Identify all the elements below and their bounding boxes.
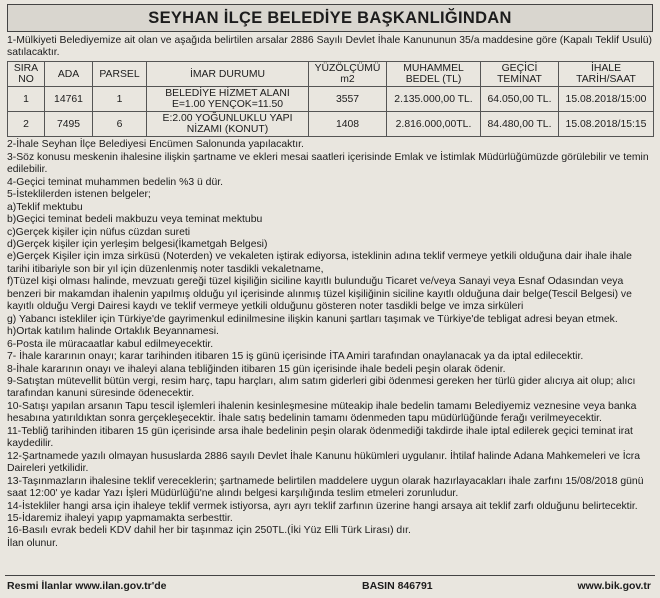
cell-parsel: 1 <box>93 87 147 112</box>
list-item: 9-Satıştan mütevellit bütün vergi, resim harç, tapu harçları, alım satım giderleri gibi ödenmesi gereken her türlü gider alıcıya ait olup; alıcı tarafından kanuni süresinde ödenecektir. <box>7 376 636 400</box>
page-title: SEYHAN İLÇE BELEDİYE BAŞKANLIĞINDAN <box>148 9 512 27</box>
list-item: 14-İstekliler hangi arsa için ihaleye teklif vermek istiyorsa, ayrı ayrı teklif zarfının üzerine hangi arsaya ait teklif zarfı olduğunu belirtecektir. <box>7 500 638 512</box>
cell-imar-durumu: E:2.00 YOĞUNLUKLU YAPI NİZAMI (KONUT) <box>147 112 309 137</box>
conditions-list <box>7 139 653 550</box>
cell-yuzolcumu: 3557 <box>309 87 387 112</box>
cell-ada: 7495 <box>45 112 93 137</box>
cell-imar-durumu: BELEDİYE HİZMET ALANI E=1.00 YENÇOK=11.50 <box>147 87 309 112</box>
cell-yuzolcumu: 1408 <box>309 112 387 137</box>
title-banner <box>7 4 653 32</box>
cell-ihale-tarih-saat: 15.08.2018/15:15 <box>559 112 654 137</box>
list-item: 4-Geçici teminat muhammen bedelin %3 ü dür. <box>7 176 224 188</box>
header-gecici-teminat: GEÇİCİ TEMİNAT <box>481 62 559 87</box>
header-yuzolcumu: YÜZÖLÇÜMÜ m2 <box>309 62 387 87</box>
intro-text: 1-Mülkiyeti Belediyemize ait olan ve aşağıda belirtilen arsalar 2886 Sayılı Devlet İhale Kanununun 35/a maddesine göre (Kapalı Teklif Usulü) satılacaktır. <box>7 35 652 59</box>
table-row <box>8 87 654 112</box>
header-sira-no: SIRA NO <box>8 62 45 87</box>
cell-gecici-teminat: 84.480,00 TL. <box>481 112 559 137</box>
list-item: 10-Satışı yapılan arsanın Tapu tescil işlemleri ihalenin kesinleşmesine müteakip ihale bedelin tamamı Belediyemiz veznesine veya banka hesabına yatırıldıktan sonra gerçekleşecektir. İhale satış bedelinin tamamı ödenmeden tapu müdürlüğünde ferağı verilmeyecektir. <box>7 400 637 425</box>
list-item: f)Tüzel kişi olması halinde, mevzuatı gereği tüzel kişiliğin siciline kayıtlı bulunduğu Ticaret ve/veya Sanayi veya Esnaf Odasından veya benzeri bir makamdan ihalenin yapılmış olduğu yıl içerisinde alınmış tüzel kişiliğinin siciline kayıtlı olduğuna dair belge(Tescil Belgesi) ve kayıtlı olduğu Vergi Dairesi kaydı ve teklif vermeye yetkili olduğunu gösteren noter tasdikli belge ve imza sirküleri <box>7 276 632 313</box>
list-item: d)Gerçek kişiler için yerleşim belgesi(İkametgah Belgesi) <box>7 239 268 251</box>
table-row <box>8 112 654 137</box>
table-header-row <box>8 62 654 87</box>
cell-sira-no: 2 <box>8 112 45 137</box>
list-item: h)Ortak katılım halinde Ortaklık Beyannamesi. <box>7 326 219 338</box>
list-item: 7- İhale kararının onayı; karar tarihinden itibaren 15 iş günü içerisinde İTA Amiri tarafından onaylanacak ya da iptal edilecektir. <box>7 351 584 363</box>
header-ada: ADA <box>45 62 93 87</box>
list-item: 12-Şartnamede yazılı olmayan hususlarda 2886 sayılı Devlet İhale Kanunu hükümleri uygulanır. İhtilaf halinde Adana Mahkemeleri ve İcra Daireleri yetkilidir. <box>7 450 641 475</box>
cell-ihale-tarih-saat: 15.08.2018/15:00 <box>559 87 654 112</box>
list-item: e)Gerçek Kişiler için imza sirküsü (Noterden) ve vekaleten iştirak ediyorsa, isteklinin adına teklif vermeye yetkili olduğuna dair ihale ihale tarihi itibariyle son bir yıl için düzenlenmiş noter tasdikli vekaletname, <box>7 251 632 275</box>
list-item: 5-İsteklilerden istenen belgeler; <box>7 189 151 201</box>
footer-ilan-link[interactable]: Resmi İlanlar www.ilan.gov.tr'de <box>7 580 167 592</box>
cell-gecici-teminat: 64.050,00 TL. <box>481 87 559 112</box>
footer-basin-code: BASIN 846791 <box>362 580 433 592</box>
header-ihale-tarih-saat: İHALE TARİH/SAAT <box>559 62 654 87</box>
lots-table <box>7 61 654 137</box>
cell-muhammel-bedel: 2.135.000,00 TL. <box>387 87 481 112</box>
list-item: c)Gerçek kişiler için nüfus cüzdan sureti <box>7 226 191 238</box>
list-item: g) Yabancı istekliler için Türkiye'de gayrimenkul edinilmesine ilişkin kanuni şartları taşımak ve Türkiye'de tebligat adresi beyan etmek. <box>7 313 618 325</box>
list-item: 13-Taşınmazların ihalesine teklif vereceklerin; şartnamede belirtilen maddelere uygun olarak hazırlayacakları ihale zarfını 15/08/2018 günü saat 12:00' ye kadar Yazı İşleri Müdürlüğü'ne alındı belgesi karşılığında teslim etmeleri zorunludur. <box>7 475 644 500</box>
list-item: 3-Söz konusu meskenin ihalesine ilişkin şartname ve ekleri mesai saatleri içerisinde Emlak ve İstimlak Müdürlüğümüzde görülebilir ve temin edilebilir. <box>7 151 649 176</box>
list-item: a)Teklif mektubu <box>7 201 83 213</box>
header-imar-durumu: İMAR DURUMU <box>147 62 309 87</box>
list-item: 8-İhale kararının onayı ve ihaleyi alana tebliğinden itibaren 15 gün içerisinde ihale bedeli peşin olarak ödenir. <box>7 363 506 375</box>
list-item: İlan olunur. <box>7 537 58 549</box>
list-item: 16-Basılı evrak bedeli KDV dahil her bir taşınmaz için 250TL.(İki Yüz Elli Türk Lirası) dır. <box>7 525 411 537</box>
header-muhammel-bedel: MUHAMMEL BEDEL (TL) <box>387 62 481 87</box>
list-item: 15-İdaremiz ihaleyi yapıp yapmamakta serbesttir. <box>7 513 233 524</box>
list-item: 2-İhale Seyhan İlçe Belediyesi Encümen Salonunda yapılacaktır. <box>7 139 304 151</box>
list-item: 6-Posta ile müracaatlar kabul edilmeyecektir. <box>7 338 214 350</box>
footer-bar <box>5 575 655 596</box>
list-item: b)Geçici teminat bedeli makbuzu veya teminat mektubu <box>7 214 263 226</box>
cell-ada: 14761 <box>45 87 93 112</box>
cell-sira-no: 1 <box>8 87 45 112</box>
list-item: 11-Tebliğ tarihinden itibaren 15 gün içerisinde arsa ihale bedelinin peşin olarak ödenmediği takdirde ihale iptal edilerek geçici teminat irat kaydedilir. <box>7 425 633 450</box>
cell-muhammel-bedel: 2.816.000,00TL. <box>387 112 481 137</box>
cell-parsel: 6 <box>93 112 147 137</box>
footer-bik-link[interactable]: www.bik.gov.tr <box>577 580 651 592</box>
header-parsel: PARSEL <box>93 62 147 87</box>
